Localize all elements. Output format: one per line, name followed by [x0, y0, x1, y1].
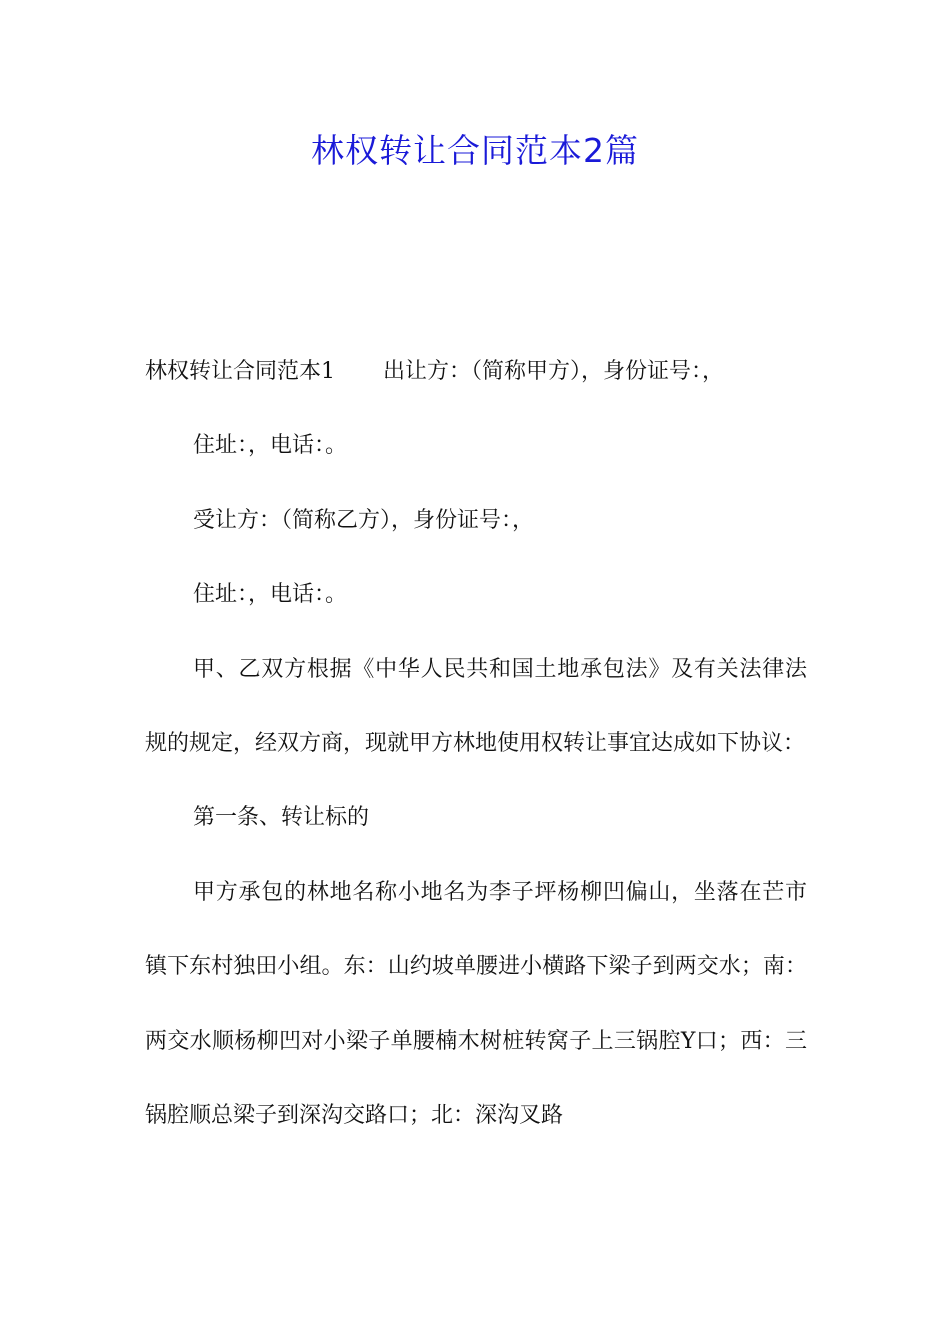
party-b-line: 受让方：（简称乙方），身份证号：，	[193, 507, 535, 533]
party-a-address: 住址：，电话：。	[193, 433, 348, 459]
contract-heading: 林权转让合同范本1	[145, 359, 335, 384]
preamble-paragraph: 甲、乙双方根据《中华人民共和国土地承包法》及有关法律法规的规定，经双方商，现就甲方林地使用权转让事宜达成如下协议：	[145, 656, 807, 757]
document-title: 林权转让合同范本2篇	[311, 131, 639, 170]
document-body	[145, 335, 807, 1153]
contract-heading-line	[145, 335, 807, 409]
party-a-line: 出让方：（简称甲方），身份证号：，	[383, 359, 725, 384]
article-1-body: 甲方承包的林地名称小地名为李子坪杨柳凹偏山，坐落在芒市镇下东村独田小组。东：山约坡单腰进小横路下梁子到两交水；南：两交水顺杨柳凹对小梁子单腰楠木树桩转窝子上三锅腔Y口；西：三锅腔顺总梁子到深沟交路口；北：深沟叉路	[145, 879, 807, 1129]
article-1-title: 第一条、转让标的	[193, 805, 370, 831]
party-b-address: 住址：，电话：。	[193, 582, 348, 608]
